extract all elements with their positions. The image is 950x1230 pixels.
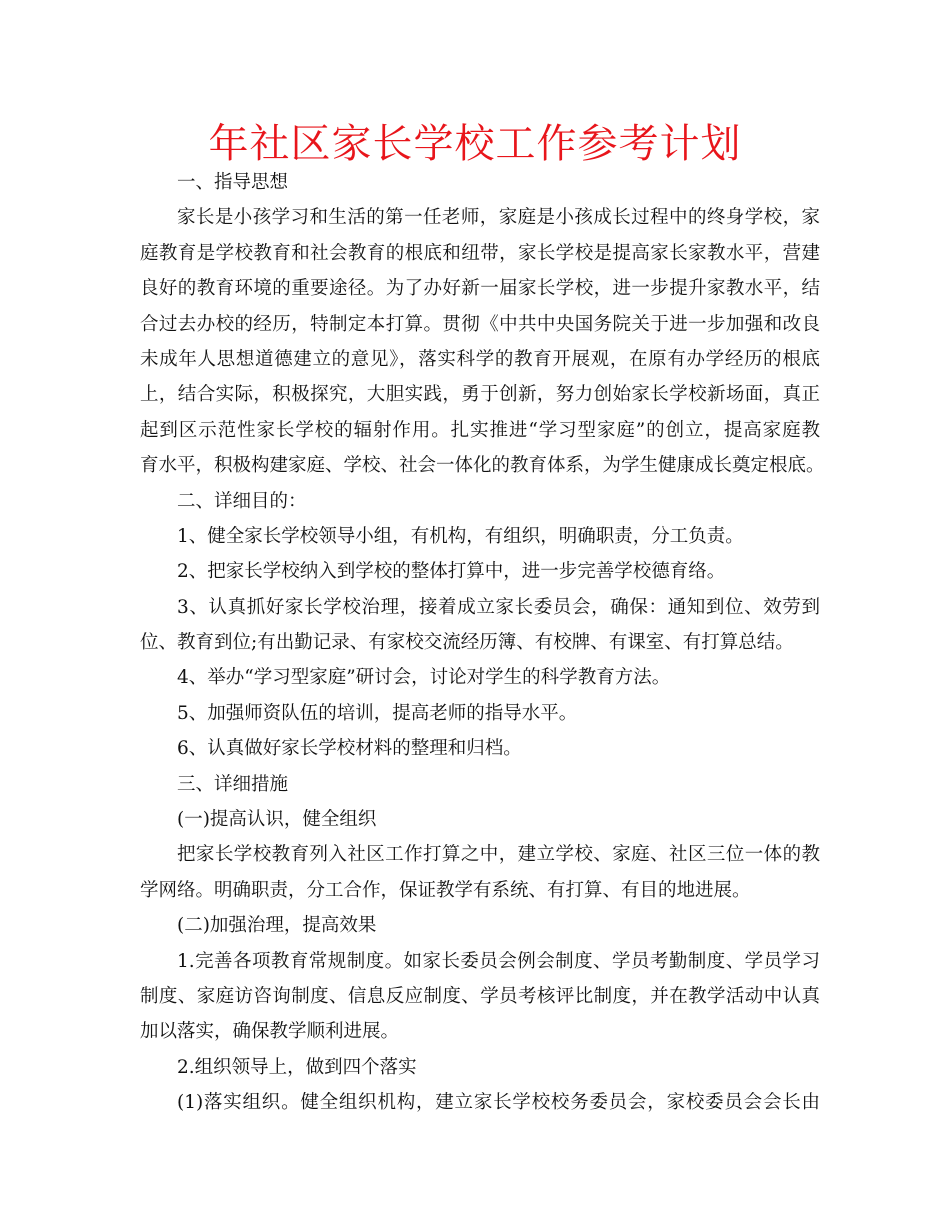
- text-line: 1、健全家长学校领导小组，有机构，有组织，明确职责，分工负责。: [177, 525, 744, 547]
- text-line: 制度、家庭访咨询制度、信息反应制度、学员考核评比制度，并在教学活动中认真: [140, 985, 820, 1007]
- text-line: (二)加强治理，提高效果: [177, 915, 377, 937]
- text-line: 三、详细措施: [177, 773, 289, 795]
- text-line: 把家长学校教育列入社区工作打算之中，建立学校、家庭、社区三位一体的教: [177, 844, 820, 866]
- text-line: 1.完善各项教育常规制度。如家长委员会例会制度、学员考勤制度、学员学习: [177, 950, 820, 972]
- text-line: 育水平，积极构建家庭、学校、社会一体化的教育体系，为学生健康成长奠定根底。: [140, 455, 825, 477]
- document-body: [140, 165, 825, 1121]
- text-line: 2.组织领导上，做到四个落实: [177, 1056, 417, 1078]
- text-line: (一)提高认识，健全组织: [177, 809, 377, 831]
- text-line: 家长是小孩学习和生活的第一任老师，家庭是小孩成长过程中的终身学校，家: [177, 207, 820, 229]
- text-line: 2、把家长学校纳入到学校的整体打算中，进一步完善学校德育络。: [177, 561, 726, 583]
- text-line: 一、指导思想: [177, 172, 289, 193]
- text-line: 5、加强师资队伍的培训，提高老师的指导水平。: [177, 702, 578, 724]
- text-line: 合过去办校的经历，特制定本打算。贯彻《中共中央国务院关于进一步加强和改良: [140, 313, 820, 335]
- text-line: 位、教育到位;有出勤记录、有家校交流经历簿、有校牌、有课室、有打算总结。: [140, 632, 794, 654]
- text-line: 上，结合实际，积极探究，大胆实践，勇于创新，努力创始家长学校新场面，真正: [140, 384, 820, 406]
- text-line: 起到区示范性家长学校的辐射作用。扎实推进“学习型家庭”的创立，提高家庭教: [140, 419, 820, 441]
- text-line: 庭教育是学校教育和社会教育的根底和纽带，家长学校是提高家长家教水平，营建: [140, 242, 820, 264]
- text-line: 4、举办“学习型家庭”研讨会，讨论对学生的科学教育方法。: [177, 667, 671, 689]
- text-line: 良好的教育环境的重要途径。为了办好新一届家长学校，进一步提升家教水平，结: [140, 278, 820, 300]
- text-line: 6、认真做好家长学校材料的整理和归档。: [177, 738, 522, 760]
- text-line: 学网络。明确职责，分工合作，保证教学有系统、有打算、有目的地进展。: [140, 879, 751, 901]
- text-line: (1)落实组织。健全组织机构，建立家长学校校务委员会，家校委员会会长由: [177, 1092, 820, 1114]
- document-title: 年社区家长学校工作参考计划: [208, 121, 742, 167]
- text-line: 3、认真抓好家长学校治理，接着成立家长委员会，确保：通知到位、效劳到: [177, 596, 820, 618]
- text-line: 未成年人思想道德建立的意见》，落实科学的教育开展观，在原有办学经历的根底: [140, 348, 820, 370]
- text-line: 加以落实，确保教学顺利进展。: [140, 1021, 400, 1043]
- text-line: 二、详细目的：: [177, 490, 307, 512]
